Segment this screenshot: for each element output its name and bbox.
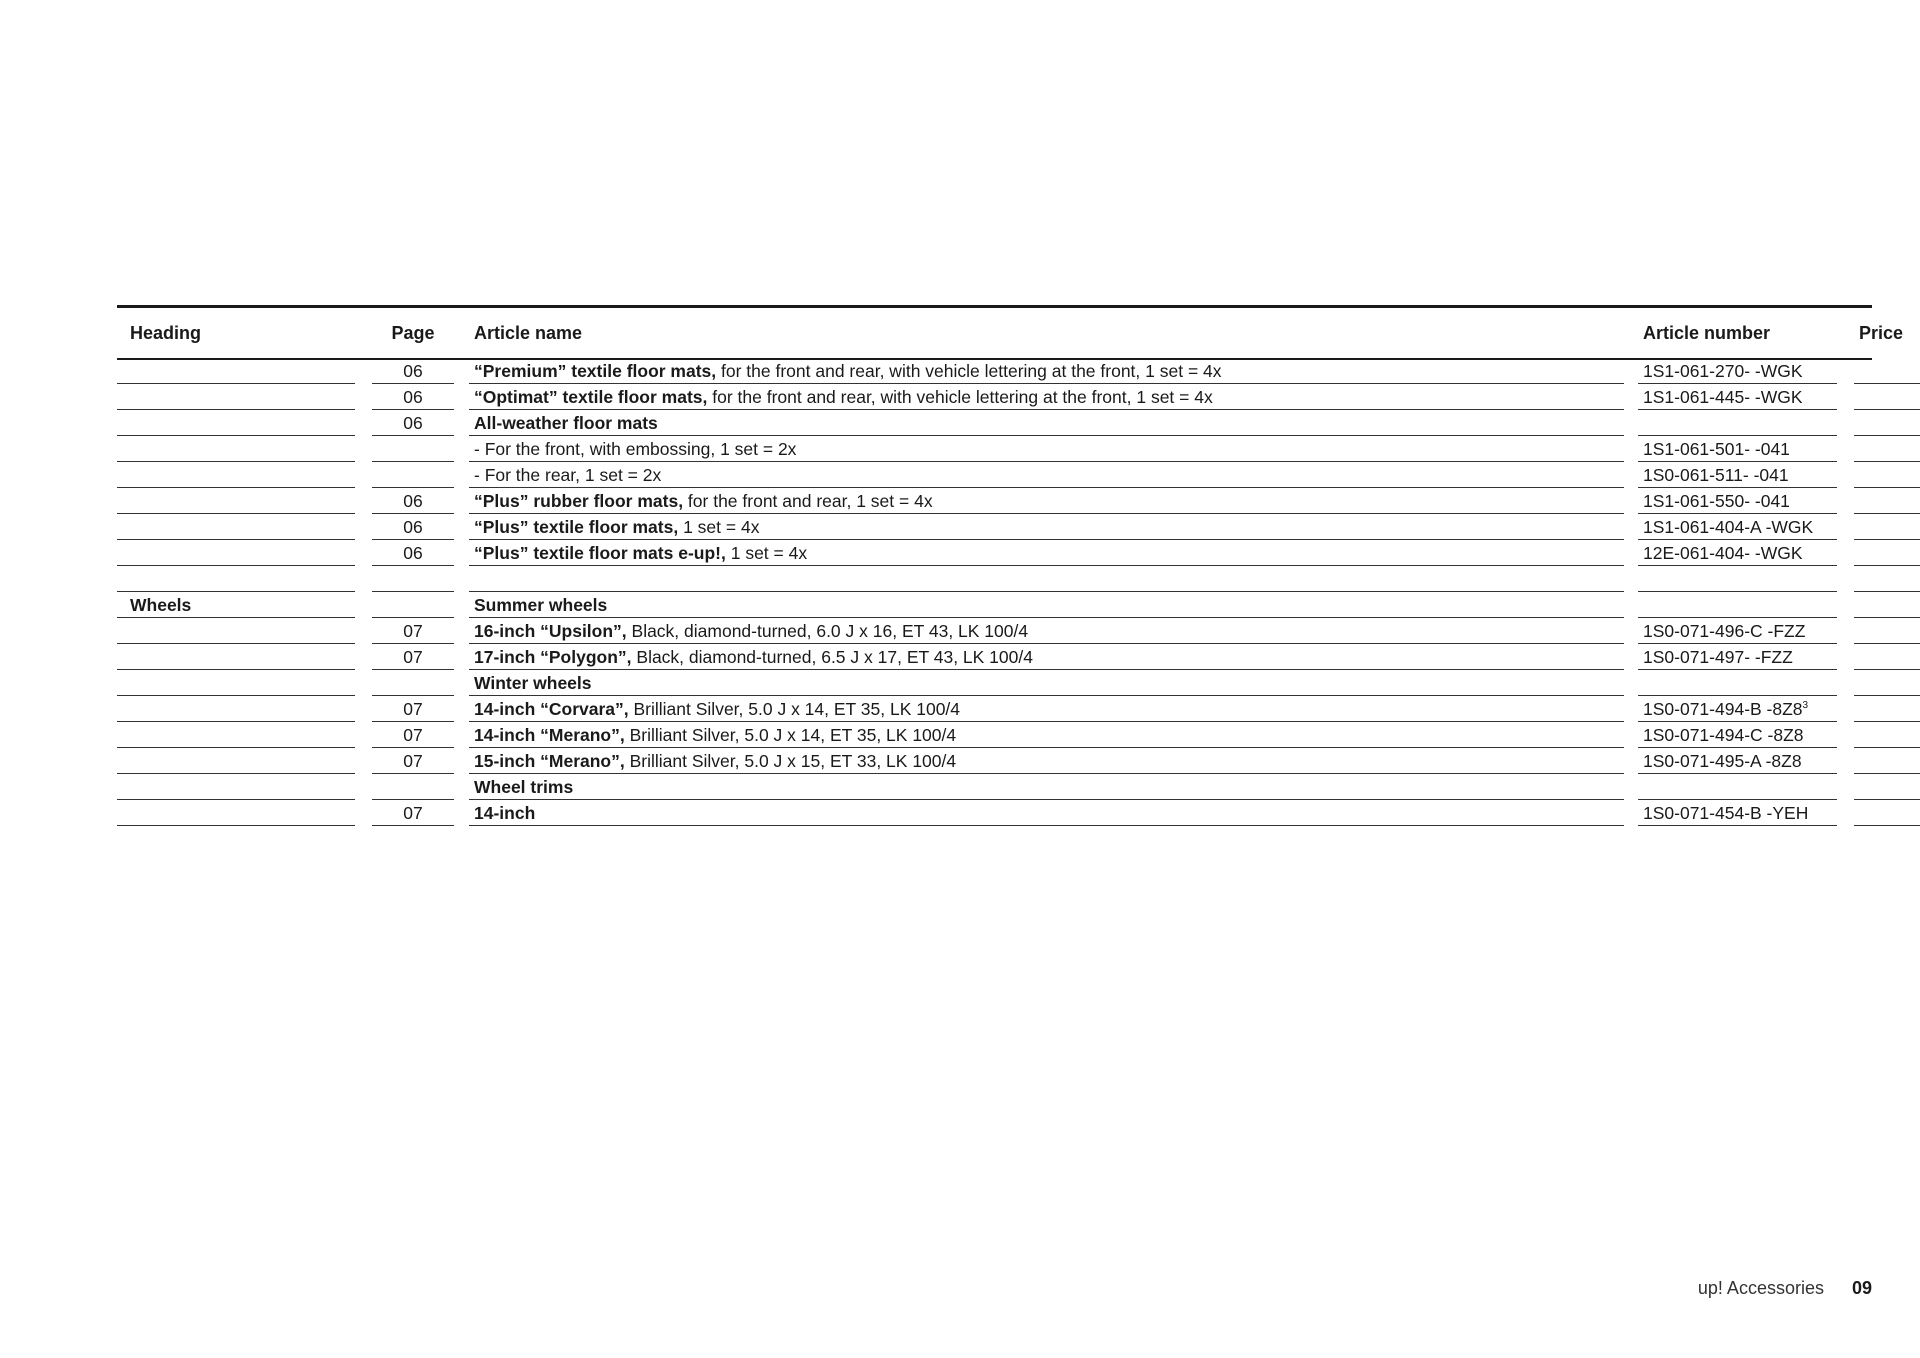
row-heading-cell	[117, 488, 355, 514]
column-header-heading: Heading	[130, 323, 202, 343]
article-name-bold: 15-inch “Merano”,	[474, 751, 625, 771]
article-name-bold: “Optimat” textile floor mats,	[474, 387, 708, 407]
article-name-bold: 17-inch “Polygon”,	[474, 647, 632, 667]
row-page-cell: 07	[372, 618, 454, 644]
table-row	[117, 722, 1872, 748]
row-page-cell	[372, 462, 454, 488]
row-price-cell	[1854, 410, 1920, 436]
table-row	[117, 592, 1872, 618]
article-name-bold: All-weather floor mats	[474, 413, 658, 433]
row-article-number-cell	[1638, 670, 1837, 696]
row-page-cell: 06	[372, 540, 454, 566]
row-price-cell	[1854, 774, 1920, 800]
table-row	[117, 670, 1872, 696]
article-number-text: 12E-061-404- -WGK	[1643, 543, 1803, 563]
article-number-text: 1S0-071-495-A -8Z8	[1643, 751, 1802, 771]
row-page-cell	[372, 436, 454, 462]
row-price-cell	[1854, 488, 1920, 514]
row-heading-cell	[117, 618, 355, 644]
row-article-name-cell	[469, 384, 1624, 410]
row-page-cell	[372, 670, 454, 696]
row-heading-cell	[117, 566, 355, 592]
row-article-name-cell	[469, 358, 1624, 384]
article-name-detail: for the front and rear, 1 set = 4x	[683, 491, 933, 511]
row-article-number-cell	[1638, 644, 1837, 670]
article-name-detail: for the front and rear, with vehicle lettering at the front, 1 set = 4x	[716, 361, 1222, 381]
article-number-text: 1S0-071-494-C -8Z8	[1643, 725, 1804, 745]
row-article-name-cell	[469, 410, 1624, 436]
row-heading-cell	[117, 696, 355, 722]
row-price-cell	[1854, 618, 1920, 644]
table-row	[117, 774, 1872, 800]
row-price-cell	[1854, 514, 1920, 540]
row-heading-cell	[117, 748, 355, 774]
row-article-number-cell	[1638, 436, 1837, 462]
article-name-bold: 16-inch “Upsilon”,	[474, 621, 627, 641]
row-article-name-cell	[469, 800, 1624, 826]
article-number-text: 1S0-071-494-B -8Z8	[1643, 699, 1803, 719]
row-article-name-cell	[469, 696, 1624, 722]
row-article-number-cell	[1638, 384, 1837, 410]
row-price-cell	[1854, 644, 1920, 670]
article-number-text: 1S1-061-270- -WGK	[1643, 361, 1803, 381]
row-heading-cell	[117, 722, 355, 748]
row-price-cell	[1854, 566, 1920, 592]
page-footer	[1698, 1276, 1872, 1300]
row-price-cell	[1854, 384, 1920, 410]
row-article-number-cell	[1638, 696, 1837, 722]
row-heading-cell: Wheels	[117, 592, 355, 618]
article-name-detail: Black, diamond-turned, 6.0 J x 16, ET 43, LK 100/4	[626, 621, 1029, 641]
article-name-detail: for the front and rear, with vehicle lettering at the front, 1 set = 4x	[707, 387, 1213, 407]
article-name-bold: Winter wheels	[474, 673, 592, 693]
table-row	[117, 800, 1872, 826]
table-row	[117, 488, 1872, 514]
row-page-cell: 06	[372, 488, 454, 514]
article-name-detail: - For the rear, 1 set = 2x	[474, 465, 662, 485]
row-page-cell: 06	[372, 384, 454, 410]
row-page-cell	[372, 592, 454, 618]
table-row	[117, 540, 1872, 566]
article-name-detail: Brilliant Silver, 5.0 J x 14, ET 35, LK 100/4	[628, 699, 961, 719]
table-header-row	[117, 308, 1904, 358]
table-row	[117, 696, 1872, 722]
row-article-name-cell	[469, 462, 1624, 488]
table-row	[117, 384, 1872, 410]
column-header-article-name: Article name	[474, 323, 583, 343]
table-row	[117, 748, 1872, 774]
row-article-name-cell	[469, 774, 1624, 800]
row-price-cell	[1854, 436, 1920, 462]
table-row	[117, 358, 1872, 384]
article-name-detail: Black, diamond-turned, 6.5 J x 17, ET 43, LK 100/4	[631, 647, 1033, 667]
article-name-detail: 1 set = 4x	[678, 517, 760, 537]
row-article-number-cell	[1638, 722, 1837, 748]
row-heading-cell	[117, 436, 355, 462]
row-article-number-cell	[1638, 566, 1837, 592]
row-article-name-cell	[469, 644, 1624, 670]
table-row	[117, 436, 1872, 462]
row-article-number-cell	[1638, 592, 1837, 618]
row-article-name-cell	[469, 748, 1624, 774]
row-heading-cell	[117, 670, 355, 696]
table-row	[117, 514, 1872, 540]
row-article-number-cell	[1638, 514, 1837, 540]
footnote-marker: 3	[1802, 700, 1809, 712]
row-heading-cell	[117, 410, 355, 436]
column-header-page: Page	[391, 323, 435, 343]
row-article-name-cell	[469, 436, 1624, 462]
row-page-cell: 07	[372, 748, 454, 774]
row-price-cell	[1854, 670, 1920, 696]
table-row	[117, 566, 1872, 592]
row-article-name-cell	[469, 514, 1624, 540]
article-name-bold: “Plus” textile floor mats,	[474, 517, 679, 537]
article-name-bold: 14-inch “Corvara”,	[474, 699, 629, 719]
table-row	[117, 644, 1872, 670]
article-name-detail: - For the front, with embossing, 1 set = 2x	[474, 439, 797, 459]
article-number-text: 1S0-071-496-C -FZZ	[1643, 621, 1806, 641]
article-number-text: 1S0-061-511- -041	[1643, 465, 1789, 485]
row-article-number-cell	[1638, 462, 1837, 488]
article-name-bold: 14-inch “Merano”,	[474, 725, 625, 745]
article-name-bold: “Plus” rubber floor mats,	[474, 491, 684, 511]
column-header-article-number: Article number	[1643, 323, 1771, 343]
row-article-number-cell	[1638, 540, 1837, 566]
row-article-name-cell	[469, 488, 1624, 514]
article-number-text: 1S0-071-497- -FZZ	[1643, 647, 1793, 667]
article-name-bold: “Plus” textile floor mats e-up!,	[474, 543, 726, 563]
row-page-cell: 06	[372, 514, 454, 540]
row-price-cell	[1854, 722, 1920, 748]
accessories-table	[117, 305, 1904, 826]
article-name-bold: Summer wheels	[474, 595, 608, 615]
row-page-cell	[372, 566, 454, 592]
row-heading-cell	[117, 384, 355, 410]
column-header-price: Price	[1859, 323, 1904, 343]
article-name-detail: Brilliant Silver, 5.0 J x 14, ET 35, LK 100/4	[624, 725, 957, 745]
row-heading-cell	[117, 514, 355, 540]
row-page-cell: 07	[372, 644, 454, 670]
row-price-cell	[1854, 696, 1920, 722]
row-article-number-cell	[1638, 358, 1837, 384]
table-body	[117, 358, 1872, 826]
row-heading-cell	[117, 358, 355, 384]
row-heading-cell	[117, 800, 355, 826]
article-number-text: 1S0-071-454-B -YEH	[1643, 803, 1809, 823]
row-article-number-cell	[1638, 488, 1837, 514]
row-article-name-cell	[469, 722, 1624, 748]
table-row	[117, 462, 1872, 488]
row-article-name-cell	[469, 566, 1624, 592]
page-number: 09	[1851, 1278, 1872, 1298]
row-article-number-cell	[1638, 410, 1837, 436]
table-row	[117, 618, 1872, 644]
row-page-cell	[372, 774, 454, 800]
row-article-number-cell	[1638, 618, 1837, 644]
article-number-text: 1S1-061-501- -041	[1643, 439, 1790, 459]
row-price-cell	[1854, 540, 1920, 566]
article-number-text: 1S1-061-445- -WGK	[1643, 387, 1803, 407]
article-name-detail: 1 set = 4x	[725, 543, 808, 563]
row-article-name-cell	[469, 618, 1624, 644]
row-article-number-cell	[1638, 748, 1837, 774]
article-number-text: 1S1-061-404-A -WGK	[1643, 517, 1814, 537]
article-name-bold: “Premium” textile floor mats,	[474, 361, 717, 381]
row-article-name-cell	[469, 670, 1624, 696]
article-name-detail: Brilliant Silver, 5.0 J x 15, ET 33, LK 100/4	[624, 751, 957, 771]
row-heading-cell	[117, 774, 355, 800]
table-row	[117, 410, 1872, 436]
row-price-cell	[1854, 592, 1920, 618]
row-article-name-cell	[469, 540, 1624, 566]
row-heading-cell	[117, 644, 355, 670]
row-price-cell	[1854, 800, 1920, 826]
row-page-cell: 07	[372, 722, 454, 748]
article-name-bold: 14-inch	[474, 803, 536, 823]
row-page-cell: 07	[372, 696, 454, 722]
row-page-cell: 06	[372, 410, 454, 436]
row-page-cell: 07	[372, 800, 454, 826]
row-article-number-cell	[1638, 774, 1837, 800]
row-article-number-cell	[1638, 800, 1837, 826]
article-name-bold: Wheel trims	[474, 777, 574, 797]
row-price-cell	[1854, 462, 1920, 488]
row-price-cell	[1854, 358, 1920, 384]
article-number-text: 1S1-061-550- -041	[1643, 491, 1790, 511]
row-heading-cell	[117, 462, 355, 488]
row-article-name-cell	[469, 592, 1624, 618]
footer-label: up! Accessories	[1697, 1278, 1824, 1298]
row-price-cell	[1854, 748, 1920, 774]
row-page-cell: 06	[372, 358, 454, 384]
row-heading-cell	[117, 540, 355, 566]
